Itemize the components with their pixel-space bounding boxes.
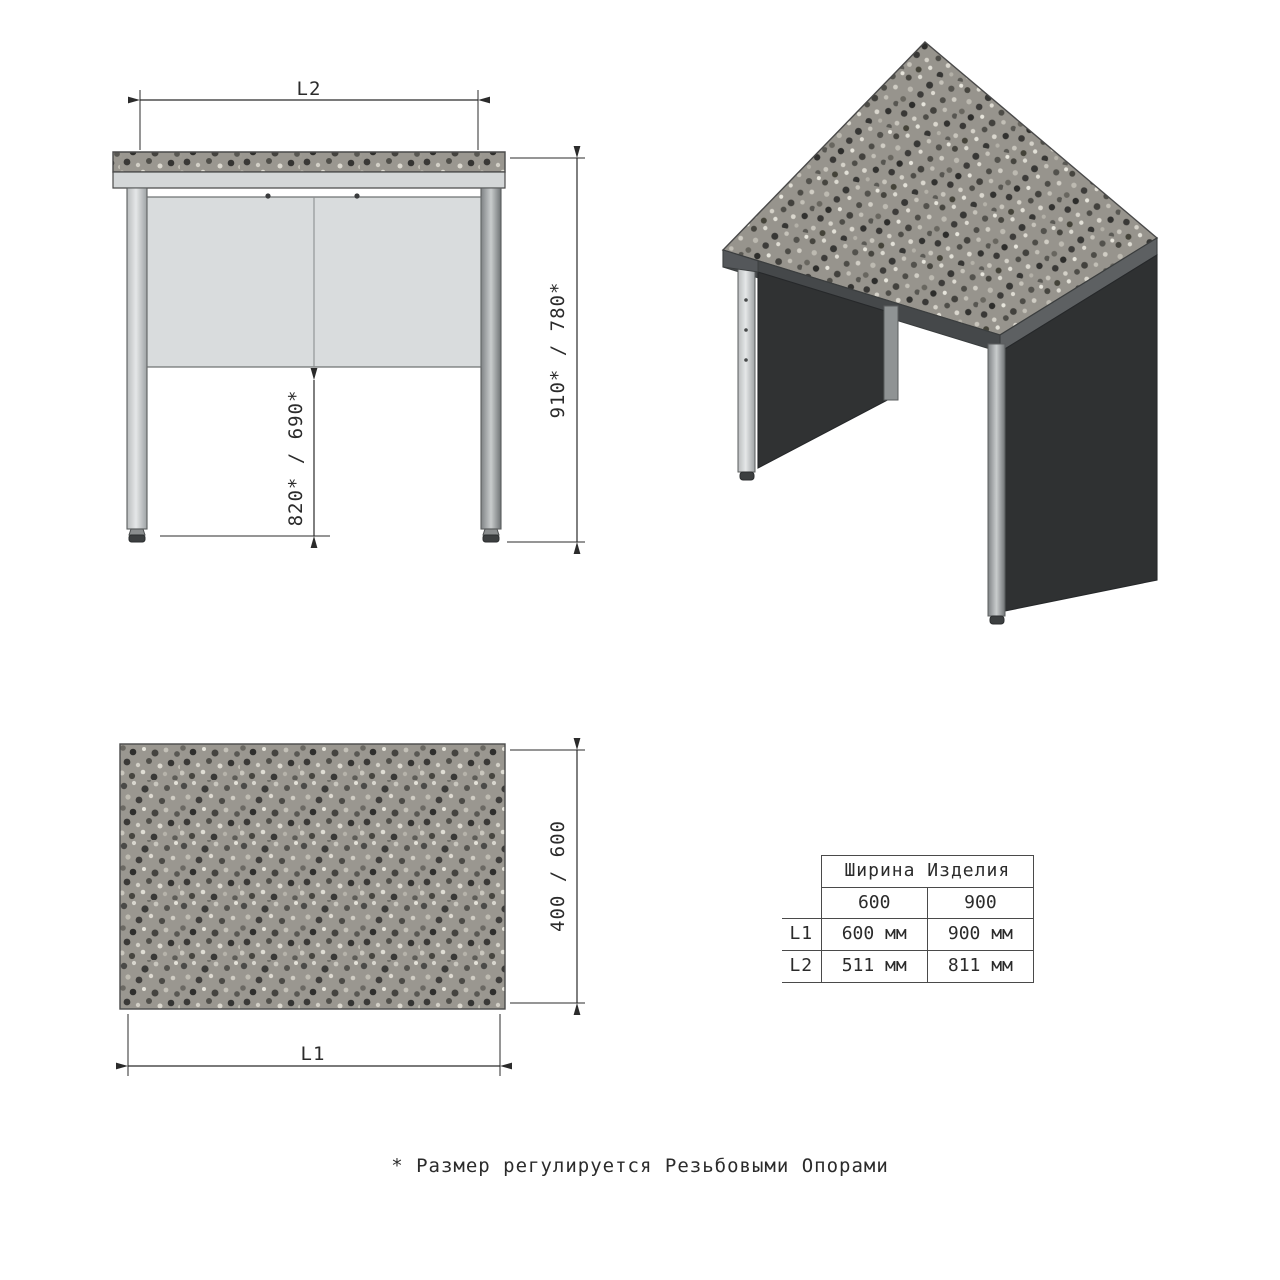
spec-table-corner-2 xyxy=(782,887,821,919)
spec-row-label-l2: L2 xyxy=(782,951,821,983)
dim-top-depth-label: 400 / 600 xyxy=(547,820,569,932)
iso-leg-rear xyxy=(884,306,898,400)
iso-leg-front-left xyxy=(738,262,755,480)
top-view-countertop xyxy=(120,744,505,1009)
dim-top-width-label: L1 xyxy=(300,1043,326,1065)
dim-front-width xyxy=(140,78,478,150)
spec-cell-l1-900: 900 мм xyxy=(927,919,1033,951)
spec-table-col-900: 900 xyxy=(927,887,1033,919)
front-view-panel xyxy=(147,193,481,367)
table-row xyxy=(782,951,1034,983)
front-view-countertop xyxy=(113,152,505,188)
dim-front-width-label: L2 xyxy=(296,78,322,100)
spec-cell-l1-600: 600 мм xyxy=(821,919,927,951)
iso-leg-center xyxy=(988,344,1005,624)
spec-table-header-row xyxy=(782,887,1034,919)
table-row xyxy=(782,919,1034,951)
dim-front-clearance-label: 820* / 690* xyxy=(285,389,307,527)
spec-table-title: Ширина Изделия xyxy=(821,856,1033,888)
dim-front-clearance xyxy=(160,380,330,536)
front-view-right-leg xyxy=(481,188,501,542)
spec-row-label-l1: L1 xyxy=(782,919,821,951)
dim-top-width xyxy=(128,1014,500,1076)
spec-table-title-row xyxy=(782,856,1034,888)
dim-top-depth xyxy=(510,750,585,1003)
spec-table xyxy=(782,855,1034,983)
top-view xyxy=(120,744,585,1076)
footnote: * Размер регулируется Резьбовыми Опорами xyxy=(391,1155,889,1177)
isometric-view xyxy=(723,42,1157,624)
spec-table-col-600: 600 xyxy=(821,887,927,919)
spec-table-corner xyxy=(782,856,821,888)
front-view-left-leg xyxy=(127,188,147,542)
spec-cell-l2-900: 811 мм xyxy=(927,951,1033,983)
spec-cell-l2-600: 511 мм xyxy=(821,951,927,983)
front-view xyxy=(113,78,585,542)
dim-front-height xyxy=(507,158,585,542)
dim-front-height-label: 910* / 780* xyxy=(547,281,569,419)
